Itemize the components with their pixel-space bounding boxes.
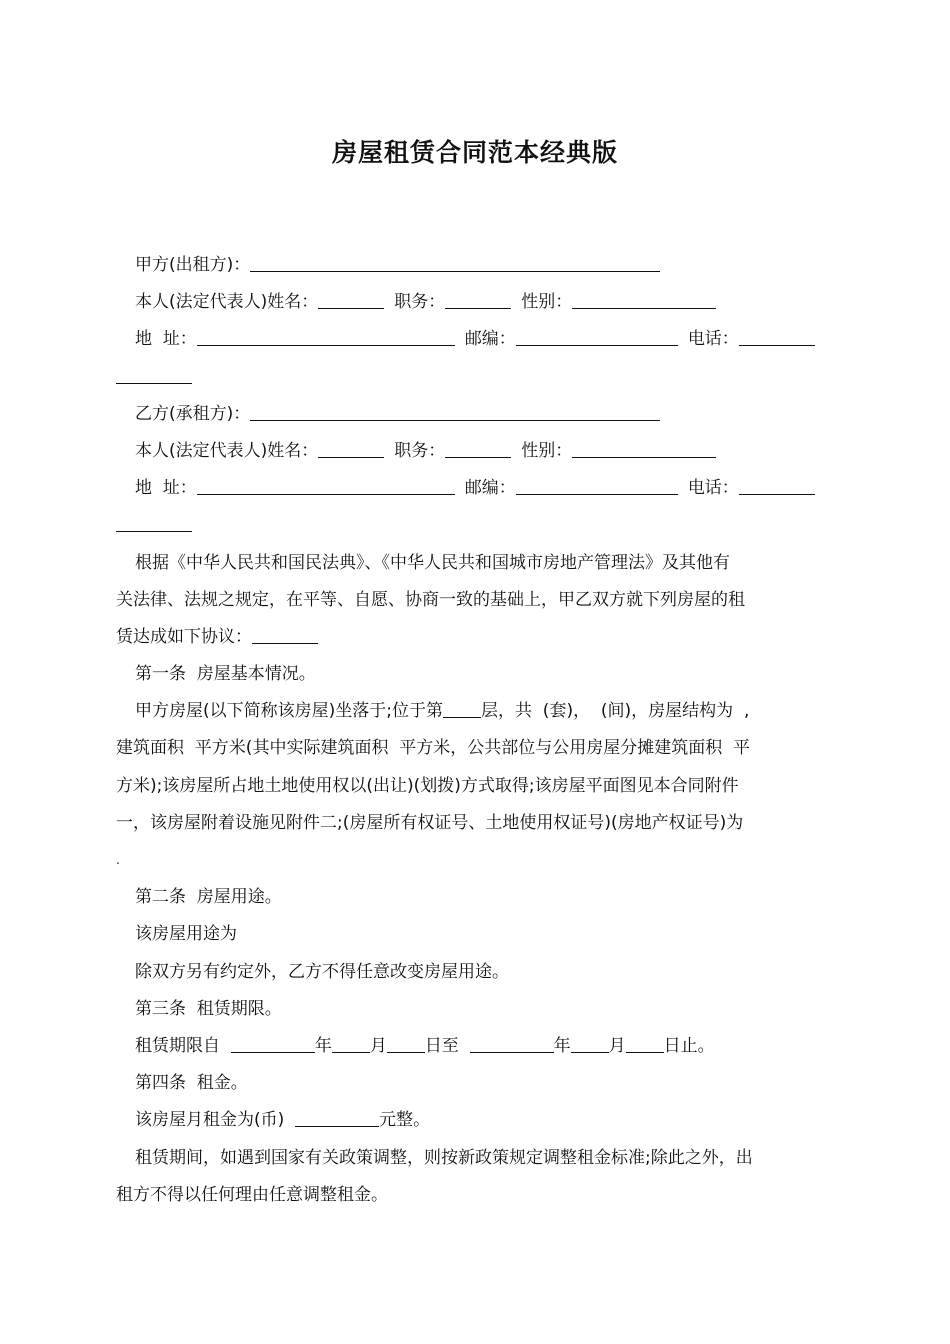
party-b-blank[interactable] [250, 403, 660, 421]
start-month-blank[interactable] [332, 1035, 370, 1053]
party-b-rep-label: 本人(法定代表人)姓名： [135, 440, 319, 461]
party-b-phone-label: 电话： [687, 478, 739, 499]
preamble-line-3-text: 赁达成如下协议： [116, 626, 252, 647]
party-a-position-label: 职务： [394, 292, 446, 313]
preamble-blank[interactable] [252, 626, 318, 644]
rent-unit-label: 元整。 [379, 1110, 431, 1131]
preamble-line-2: 关法律、法规之规定，在平等、自愿、协商一致的基础上，甲乙双方就下列房屋的租 [116, 589, 745, 610]
party-a-postcode-label: 邮编： [464, 329, 516, 350]
rent-amount-blank[interactable] [295, 1109, 379, 1127]
article-4-adjust-2: 租方不得以任何理由任意调整租金。 [116, 1184, 388, 1205]
end-month-label: 月 [608, 1035, 626, 1056]
party-a-blank[interactable] [250, 254, 660, 272]
preamble-line-3 [116, 619, 836, 656]
party-b-address-blank[interactable] [197, 477, 455, 495]
party-b-postcode-label: 邮编： [464, 478, 516, 499]
article-1-line-4: 一，该房屋附着设施见附件二;(房屋所有权证号、土地使用权证号)(房地产权证号)为 [116, 812, 744, 833]
term-from-label: 租赁期限自 [135, 1035, 220, 1056]
start-year-label: 年 [314, 1035, 332, 1056]
party-a-gender-label: 性别： [521, 292, 573, 313]
article-2-heading: 第二条 房屋用途。 [135, 887, 282, 908]
party-a-phone-label: 电话： [687, 329, 739, 350]
article-1-line-5: . [116, 853, 120, 867]
party-a-rep-line [116, 284, 836, 321]
party-b-phone-cont [116, 507, 836, 544]
article-4-heading: 第四条 租金。 [135, 1073, 248, 1094]
party-a-label: 甲方(出租方)： [135, 255, 251, 275]
party-b-postcode-blank[interactable] [516, 477, 678, 495]
article-3-term-line [116, 1028, 836, 1065]
party-a-phone-cont [116, 359, 836, 396]
party-b-gender-label: 性别： [521, 440, 573, 461]
party-b-rep-blank[interactable] [318, 440, 384, 458]
party-b-address-label: 地 址： [135, 478, 197, 499]
party-b-position-label: 职务： [394, 440, 446, 461]
start-month-label: 月 [369, 1035, 387, 1056]
floor-blank[interactable] [443, 700, 481, 718]
start-year-blank[interactable] [231, 1035, 315, 1053]
article-1-line-1a: 甲方房屋(以下简称该房屋)坐落于;位于第 [135, 701, 443, 722]
party-b-phone-blank[interactable] [739, 477, 815, 495]
end-day-blank[interactable] [626, 1035, 664, 1053]
party-a-phone-blank-cont[interactable] [116, 366, 192, 384]
party-a-address-label: 地 址： [135, 329, 197, 350]
party-a-phone-blank[interactable] [739, 328, 815, 346]
article-2-line-2: 除双方另有约定外，乙方不得任意改变房屋用途。 [135, 961, 509, 982]
end-year-label: 年 [553, 1035, 571, 1056]
article-1-line-3: 方米);该房屋所占地土地使用权以(出让)(划拨)方式取得;该房屋平面图见本合同附件 [116, 775, 739, 796]
end-day-label: 日止。 [663, 1035, 715, 1056]
article-2-line-1: 该房屋用途为 [135, 924, 237, 945]
party-a-address-blank[interactable] [197, 328, 455, 346]
party-a-position-blank[interactable] [445, 291, 511, 309]
party-a-line [116, 247, 836, 284]
preamble-line-1: 根据《中华人民共和国民法典》、《中华人民共和国城市房地产管理法》及其他有 [135, 552, 730, 573]
article-1-line-2: 建筑面积 平方米(其中实际建筑面积 平方米，公共部位与公用房屋分摊建筑面积 平 [116, 738, 751, 759]
start-day-blank[interactable] [387, 1035, 425, 1053]
party-b-rep-line [116, 433, 836, 470]
article-1-heading: 第一条 房屋基本情况。 [135, 664, 316, 685]
party-b-position-blank[interactable] [445, 440, 511, 458]
article-4-rent-line [116, 1102, 836, 1139]
document-body [116, 247, 836, 1214]
party-a-address-line [116, 321, 836, 358]
document-title: 房屋租赁合同范本经典版 [331, 138, 618, 167]
article-3-heading: 第三条 租赁期限。 [135, 998, 282, 1019]
end-year-blank[interactable] [470, 1035, 554, 1053]
article-4-adjust-1: 租赁期间，如遇到国家有关政策调整，则按新政策规定调整租金标准;除此之外，出 [135, 1147, 753, 1168]
party-b-address-line [116, 470, 836, 507]
article-1-line-1 [116, 693, 836, 730]
party-b-line [116, 396, 836, 433]
end-month-blank[interactable] [571, 1035, 609, 1053]
party-a-rep-blank[interactable] [318, 291, 384, 309]
party-a-gender-blank[interactable] [572, 291, 716, 309]
rent-label: 该房屋月租金为(币) [135, 1110, 285, 1131]
party-a-rep-label: 本人(法定代表人)姓名： [135, 292, 319, 313]
party-b-phone-blank-cont[interactable] [116, 514, 192, 532]
party-b-gender-blank[interactable] [572, 440, 716, 458]
party-b-label: 乙方(承租方)： [135, 403, 251, 424]
start-day-label: 日至 [424, 1035, 459, 1056]
article-1-line-1b: 层，共 (套)， (间)，房屋结构为 , [481, 701, 750, 722]
party-a-postcode-blank[interactable] [516, 328, 678, 346]
